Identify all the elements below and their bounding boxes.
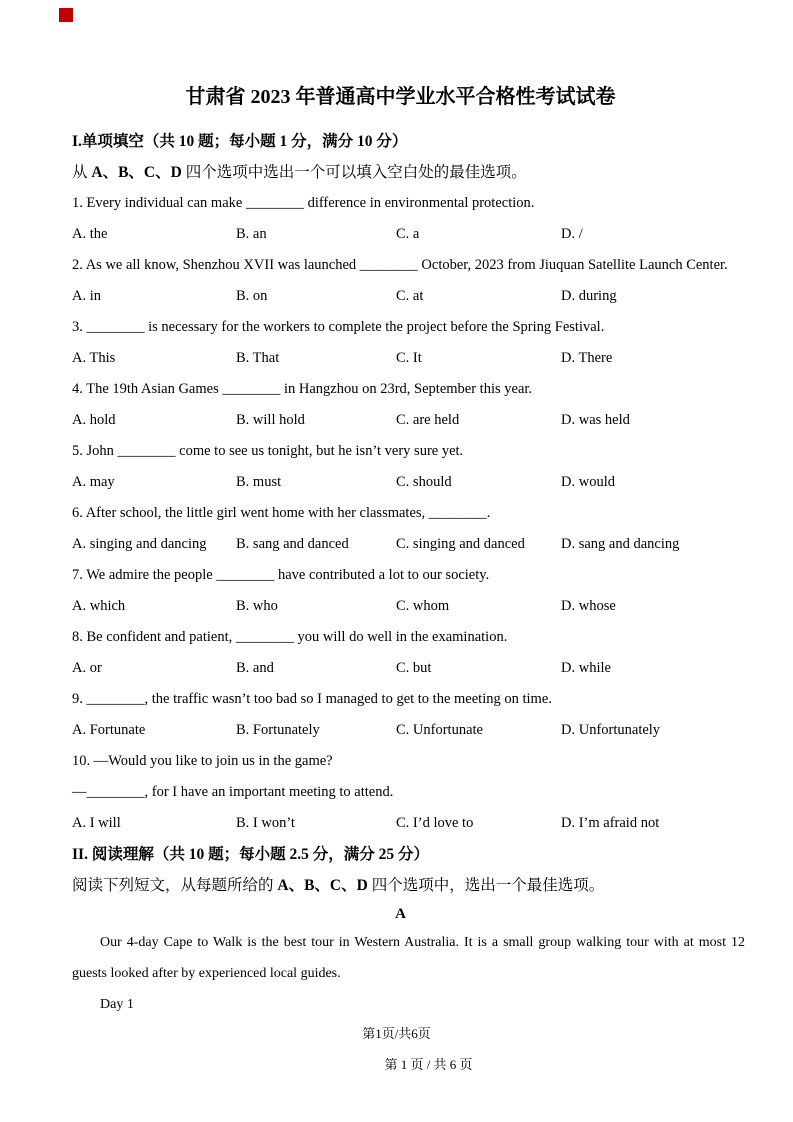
option-c: C. I’d love to — [396, 815, 474, 831]
question-stem: 4. The 19th Asian Games ________ in Hangzhou on 23rd, September this year. — [72, 381, 533, 397]
option-a: A. may — [72, 474, 115, 490]
question-options — [72, 467, 729, 498]
option-b: B. Fortunately — [236, 722, 320, 738]
option-d: D. / — [561, 226, 583, 242]
option-a: A. which — [72, 598, 126, 614]
question-stem: 1. Every individual can make ________ difference in environmental protection. — [72, 195, 535, 211]
option-b: B. That — [236, 350, 280, 366]
section1-heading: I.单项填空（共 10 题；每小题 1 分，满分 10 分） — [72, 133, 408, 150]
section2-heading: II. 阅读理解（共 10 题；每小题 2.5 分，满分 25 分） — [72, 846, 429, 863]
page-number-footer-secondary: 第 1 页 / 共 6 页 — [384, 1057, 473, 1072]
option-d: D. I’m afraid not — [561, 815, 660, 831]
question-stem: 8. Be confident and patient, ________ you will do well in the examination. — [72, 629, 508, 645]
passage-day-label: Day 1 — [100, 997, 134, 1012]
page-number-footer: 第1页/共6页 — [362, 1026, 431, 1041]
option-b: B. an — [236, 226, 267, 242]
option-b: B. sang and danced — [236, 536, 349, 552]
option-a: A. I will — [72, 815, 121, 831]
question-options — [72, 715, 729, 746]
option-c: C. but — [396, 660, 432, 676]
page-title: 甘肃省 2023 年普通高中学业水平合格性考试试卷 — [185, 86, 616, 108]
option-c: C. should — [396, 474, 452, 490]
question-options — [72, 529, 729, 560]
option-d: D. whose — [561, 598, 616, 614]
option-d: D. sang and dancing — [561, 536, 680, 552]
option-b: B. I won’t — [236, 815, 295, 831]
document-content — [72, 84, 745, 1020]
option-c: C. at — [396, 288, 424, 304]
option-c: C. are held — [396, 412, 460, 428]
question-options — [72, 405, 729, 436]
option-d: D. during — [561, 288, 617, 304]
question-7 — [72, 560, 729, 622]
question-options — [72, 653, 729, 684]
question-options — [72, 219, 729, 250]
instruction-text: 四个选项中，选出一个最佳选项。 — [367, 877, 605, 894]
option-c: C. a — [396, 226, 420, 242]
question-options — [72, 808, 729, 839]
question-2 — [72, 250, 729, 312]
question-options — [72, 281, 729, 312]
question-stem: 9. ________, the traffic wasn’t too bad so I managed to get to the meeting on time. — [72, 691, 552, 707]
option-c: C. whom — [396, 598, 450, 614]
question-stem: 2. As we all know, Shenzhou XVII was launched ________ October, 2023 from Jiuquan Satellite Launch Center. — [72, 257, 728, 273]
option-a: A. This — [72, 350, 116, 366]
option-a: A. the — [72, 226, 108, 242]
option-a: A. in — [72, 288, 101, 304]
instruction-text: 从 — [72, 164, 92, 181]
instruction-text: 阅读下列短文，从每题所给的 — [72, 877, 278, 894]
option-c: C. singing and danced — [396, 536, 525, 552]
question-stem: 10. —Would you like to join us in the game? — [72, 753, 333, 769]
instruction-text: 四个选项中选出一个可以填入空白处的最佳选项。 — [181, 164, 527, 181]
option-a: A. hold — [72, 412, 116, 428]
option-b: B. on — [236, 288, 268, 304]
option-letters: A、B、C、D — [277, 877, 368, 894]
question-3 — [72, 312, 729, 374]
question-10 — [72, 746, 729, 839]
red-square-marker — [59, 8, 73, 22]
question-5 — [72, 436, 729, 498]
option-d: D. There — [561, 350, 613, 366]
question-4 — [72, 374, 729, 436]
option-a: A. or — [72, 660, 102, 676]
option-b: B. who — [236, 598, 278, 614]
passage-text-line1: Our 4-day Cape to Walk is the best tour in Western Australia. It is a small group walking tour with at most 12 — [100, 935, 745, 950]
question-6 — [72, 498, 729, 560]
question-options — [72, 343, 729, 374]
question-8 — [72, 622, 729, 684]
question-stem-reply: —________, for I have an important meeting to attend. — [72, 784, 394, 800]
section2-instruction — [72, 870, 729, 901]
option-b: B. must — [236, 474, 282, 490]
question-options — [72, 591, 729, 622]
option-a: A. singing and dancing — [72, 536, 207, 552]
question-stem: 7. We admire the people ________ have contributed a lot to our society. — [72, 567, 490, 583]
option-c: C. Unfortunate — [396, 722, 483, 738]
question-stem: 3. ________ is necessary for the workers to complete the project before the Spring Festival. — [72, 319, 605, 335]
passage-label: A — [395, 906, 406, 922]
option-d: D. Unfortunately — [561, 722, 661, 738]
option-c: C. It — [396, 350, 422, 366]
passage-text-line2: guests looked after by experienced local guides. — [72, 966, 341, 981]
option-letters: A、B、C、D — [91, 164, 182, 181]
section1-instruction — [72, 157, 729, 188]
question-1 — [72, 188, 729, 250]
question-stem: 6. After school, the little girl went home with her classmates, ________. — [72, 505, 491, 521]
option-b: B. will hold — [236, 412, 305, 428]
option-b: B. and — [236, 660, 274, 676]
option-a: A. Fortunate — [72, 722, 146, 738]
option-d: D. while — [561, 660, 611, 676]
question-9 — [72, 684, 729, 746]
option-d: D. would — [561, 474, 615, 490]
question-stem: 5. John ________ come to see us tonight, but he isn’t very sure yet. — [72, 443, 464, 459]
option-d: D. was held — [561, 412, 630, 428]
